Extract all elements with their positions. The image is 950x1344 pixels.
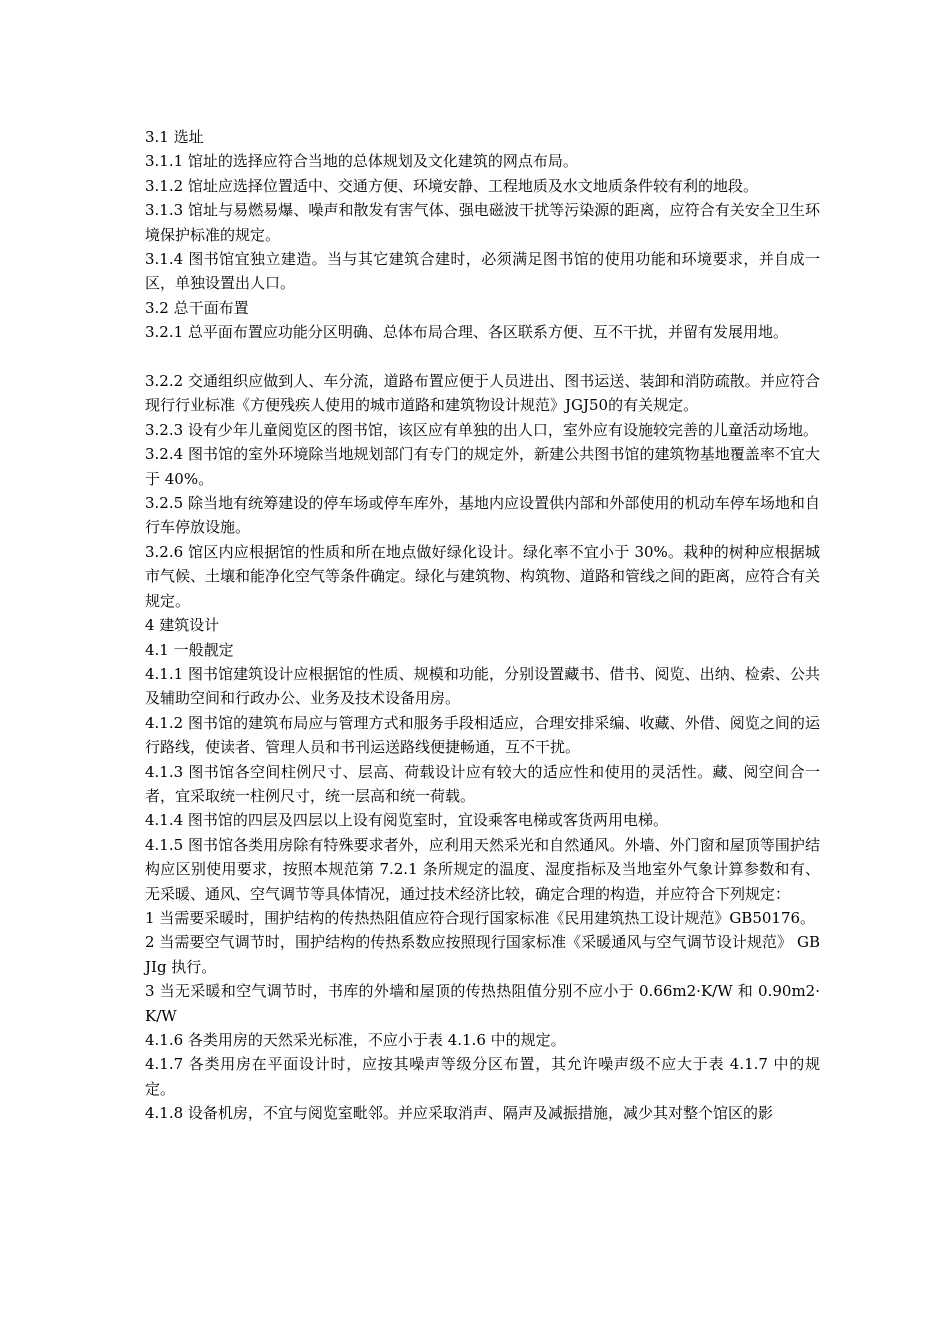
clause-3-2-3: 3.2.3 设有少年儿童阅览区的图书馆，该区应有单独的出人口，室外应有设施较完善的儿童活动场地。 — [145, 420, 818, 439]
clause-3-1-2: 3.1.2 馆址应选择位置适中、交通方便、环境安静、工程地质及水文地质条件较有利的地段。 — [145, 176, 758, 195]
clause-3-1-3: 3.1.3 馆址与易燃易爆、噪声和散发有害气体、强电磁波干扰等污染源的距离，应符合有关安全卫生环境保护标准的规定。 — [145, 201, 820, 244]
clause-3-2-6: 3.2.6 馆区内应根据馆的性质和所在地点做好绿化设计。绿化率不宜小于 30%。栽种的树种应根据城市气候、土壤和能净化空气等条件确定。绿化与建筑物、构筑物、道路和管线之间的距离，应符合有关规定。 — [145, 542, 821, 610]
heading-4: 4 建筑设计 — [145, 616, 220, 635]
clause-3-2-4: 3.2.4 图书馆的室外环境除当地规划部门有专门的规定外，新建公共图书馆的建筑物基地覆盖率不宜大于 40%。 — [145, 445, 820, 488]
clause-4-1-2: 4.1.2 图书馆的建筑布局应与管理方式和服务手段相适应，合理安排采编、收藏、外借、阅览之间的运行路线，使读者、管理人员和书刊运送路线便捷畅通，互不干扰。 — [145, 713, 820, 757]
clause-4-1-3: 4.1.3 图书馆各空间柱例尺寸、层高、荷载设计应有较大的适应性和使用的灵活性。藏、阅空间合一者，宜采取统一柱例尺寸，统一层高和统一荷载。 — [145, 762, 820, 805]
clause-4-1-4: 4.1.4 图书馆的四层及四层以上设有阅览室时，宜设乘客电梯或客货两用电梯。 — [145, 811, 668, 830]
clause-4-1-6: 4.1.6 各类用房的天然采光标准，不应小于表 4.1.6 中的规定。 — [145, 1031, 566, 1050]
clause-4-1-8: 4.1.8 设备机房，不宜与阅览室毗邻。并应采取消声、隔声及减振措施，减少其对整个馆区的影 — [145, 1104, 773, 1123]
clause-4-1-5: 4.1.5 图书馆各类用房除有特殊要求者外，应利用天然采光和自然通风。外墙、外门窗和屋顶等围护结构应区别使用要求，按照本规范第 7.2.1 条所规定的温度、湿度指标及当地室外气象计算参数和有、无采暖、通风、空气调节等具体情况，通过技术经济比较，确定合理的构造，并应符合下列规定： — [145, 835, 820, 903]
clause-3-1-1: 3.1.1 馆址的选择应符合当地的总体规划及文化建筑的网点布局。 — [145, 152, 578, 171]
heading-4-1: 4.1 一般靓定 — [145, 640, 234, 659]
heading-3-2: 3.2 总干面布置 — [145, 298, 249, 317]
item-2: 2 当需要空气调节时，围护结构的传热系数应按照现行国家标准《采暖通风与空气调节设计规范》 GBJIg 执行。 — [145, 933, 820, 976]
heading-3-1: 3.1 选址 — [145, 128, 204, 146]
item-3: 3 当无采暖和空气调节时，书库的外墙和屋顶的传热热阻值分别不应小于 0.66m2·K/W 和 0.90m2·K/W — [145, 982, 820, 1025]
clause-3-2-1: 3.2.1 总平面布置应功能分区明确、总体布局合理、各区联系方便、互不干扰，并留有发展用地。 — [145, 323, 788, 342]
clause-4-1-1: 4.1.1 图书馆建筑设计应根据馆的性质、规模和功能，分别设置藏书、借书、阅览、出纳、检索、公共及辅助空间和行政办公、业务及技术设备用房。 — [145, 664, 820, 708]
document-body — [145, 125, 820, 1126]
clause-3-2-2: 3.2.2 交通组织应做到人、车分流，道路布置应便于人员进出、图书运送、装卸和消防疏散。并应符合现行行业标准《方便残疾人使用的城市道路和建筑物设计规范》JGJ50的有关规定。 — [145, 372, 820, 415]
clause-3-1-4: 3.1.4 图书馆宜独立建造。当与其它建筑合建时，必须满足图书馆的使用功能和环境要求，并自成一区，单独设置出人口。 — [145, 250, 820, 293]
clause-4-1-7: 4.1.7 各类用房在平面设计时，应按其噪声等级分区布置，其允许噪声级不应大于表 4.1.7 中的规定。 — [145, 1055, 820, 1098]
blank-line — [145, 345, 820, 369]
clause-3-2-5: 3.2.5 除当地有统筹建设的停车场或停车库外，基地内应设置供内部和外部使用的机动车停车场地和自行车停放设施。 — [145, 494, 820, 537]
item-1: 1 当需要采暖时，围护结构的传热热阻值应符合现行国家标准《民用建筑热工设计规范》GB50176。 — [145, 908, 816, 927]
